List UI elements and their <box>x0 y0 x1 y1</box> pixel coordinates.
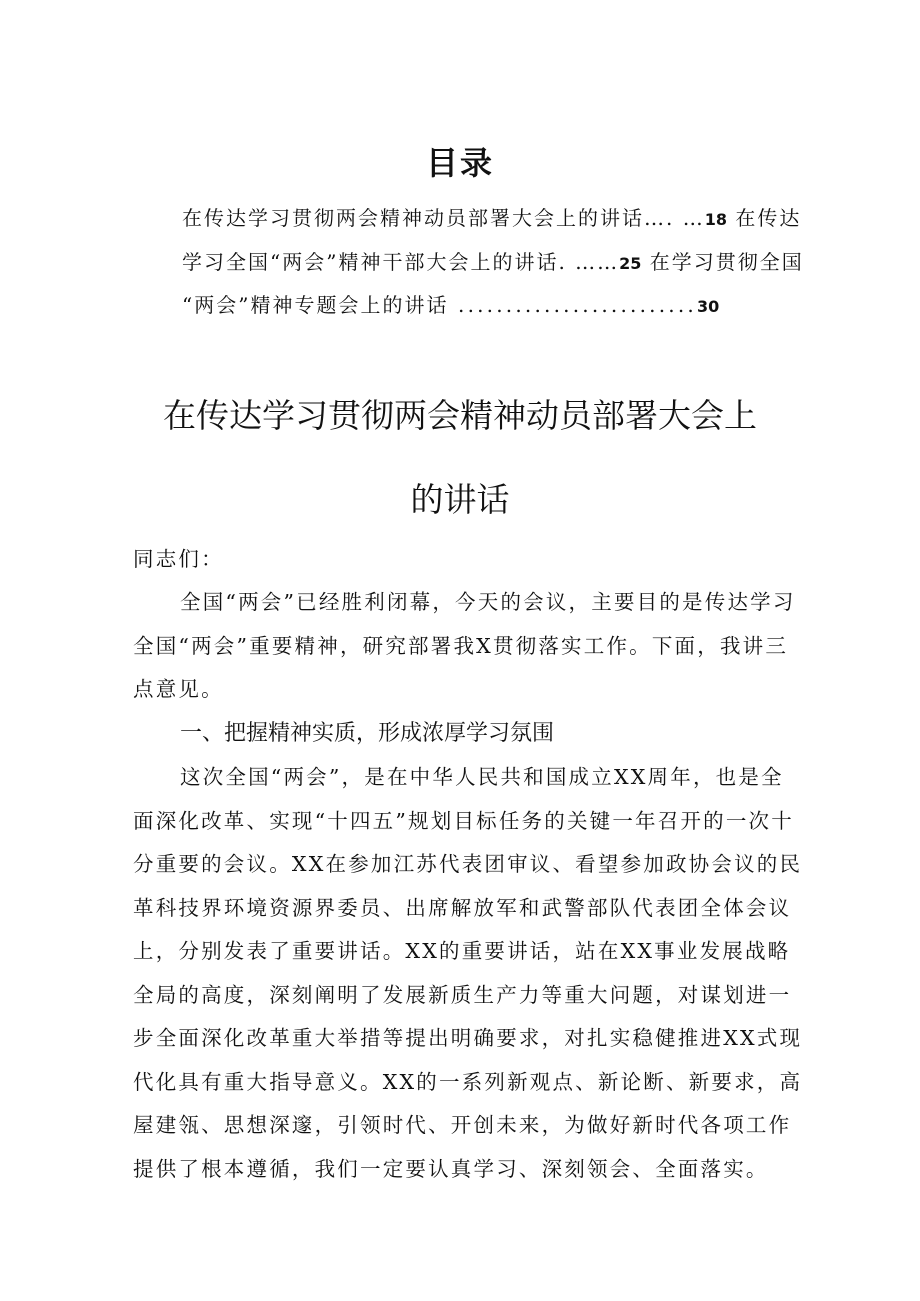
toc-entry-text: “两会”精神专题会上的讲话 <box>182 293 449 317</box>
toc-entry-tail: 在传达 <box>726 206 802 230</box>
toc-page-number: 18 <box>704 210 727 229</box>
section-body-paragraph: 这次全国“两会”，是在中华人民共和国成立XX周年，也是全面深化改革、实现“十四五”规划目标任务的关键一年召开的一次十分重要的会议。XX在参加江苏代表团审议、看望参加政协会议的民革科技界环境资源界委员、出席解放军和武警部队代表团全体会议上，分别发表了重要讲话。XX的重要讲话，站在XX事业发展战略全局的高度，深刻阐明了发展新质生产力等重大问题，对谋划进一步全面深化改革重大举措等提出明确要求，对扎实稳健推进XX式现代化具有重大指导意义。XX的一系列新观点、新论断、新要求，高屋建瓴、思想深邃，引领时代、开创未来，为做好新时代各项工作提供了根本遵循，我们一定要认真学习、深刻领会、全面落实。 <box>133 765 803 1181</box>
toc-entry-1 <box>182 203 802 235</box>
intro-paragraph: 全国“两会”已经胜利闭幕，今天的会议，主要目的是传达学习全国“两会”重要精神，研究部署我X贯彻落实工作。下面，我讲三点意见。 <box>133 590 796 701</box>
toc-page-number: 25 <box>619 254 642 273</box>
section-heading: 一、把握精神实质，形成浓厚学习氛围 <box>180 721 555 746</box>
toc-leader-dots: ......................... <box>448 293 697 317</box>
speech-title-line-2: 的讲话 <box>410 480 510 519</box>
toc-entry-text: 学习全国“两会”精神干部大会上的讲话. …… <box>182 250 620 274</box>
toc-entry-2 <box>182 247 802 279</box>
toc-entry-3 <box>182 290 802 322</box>
speech-title-line-1: 在传达学习贯彻两会精神动员部署大会上 <box>163 396 757 435</box>
salutation: 同志们： <box>133 547 224 571</box>
toc-entry-tail: 在学习贯彻全国 <box>641 250 804 274</box>
toc-entry-text: 在传达学习贯彻两会精神动员部署大会上的讲话…. … <box>182 206 705 230</box>
toc-page-number: 30 <box>696 297 720 316</box>
toc-title: 目录 <box>425 144 494 182</box>
